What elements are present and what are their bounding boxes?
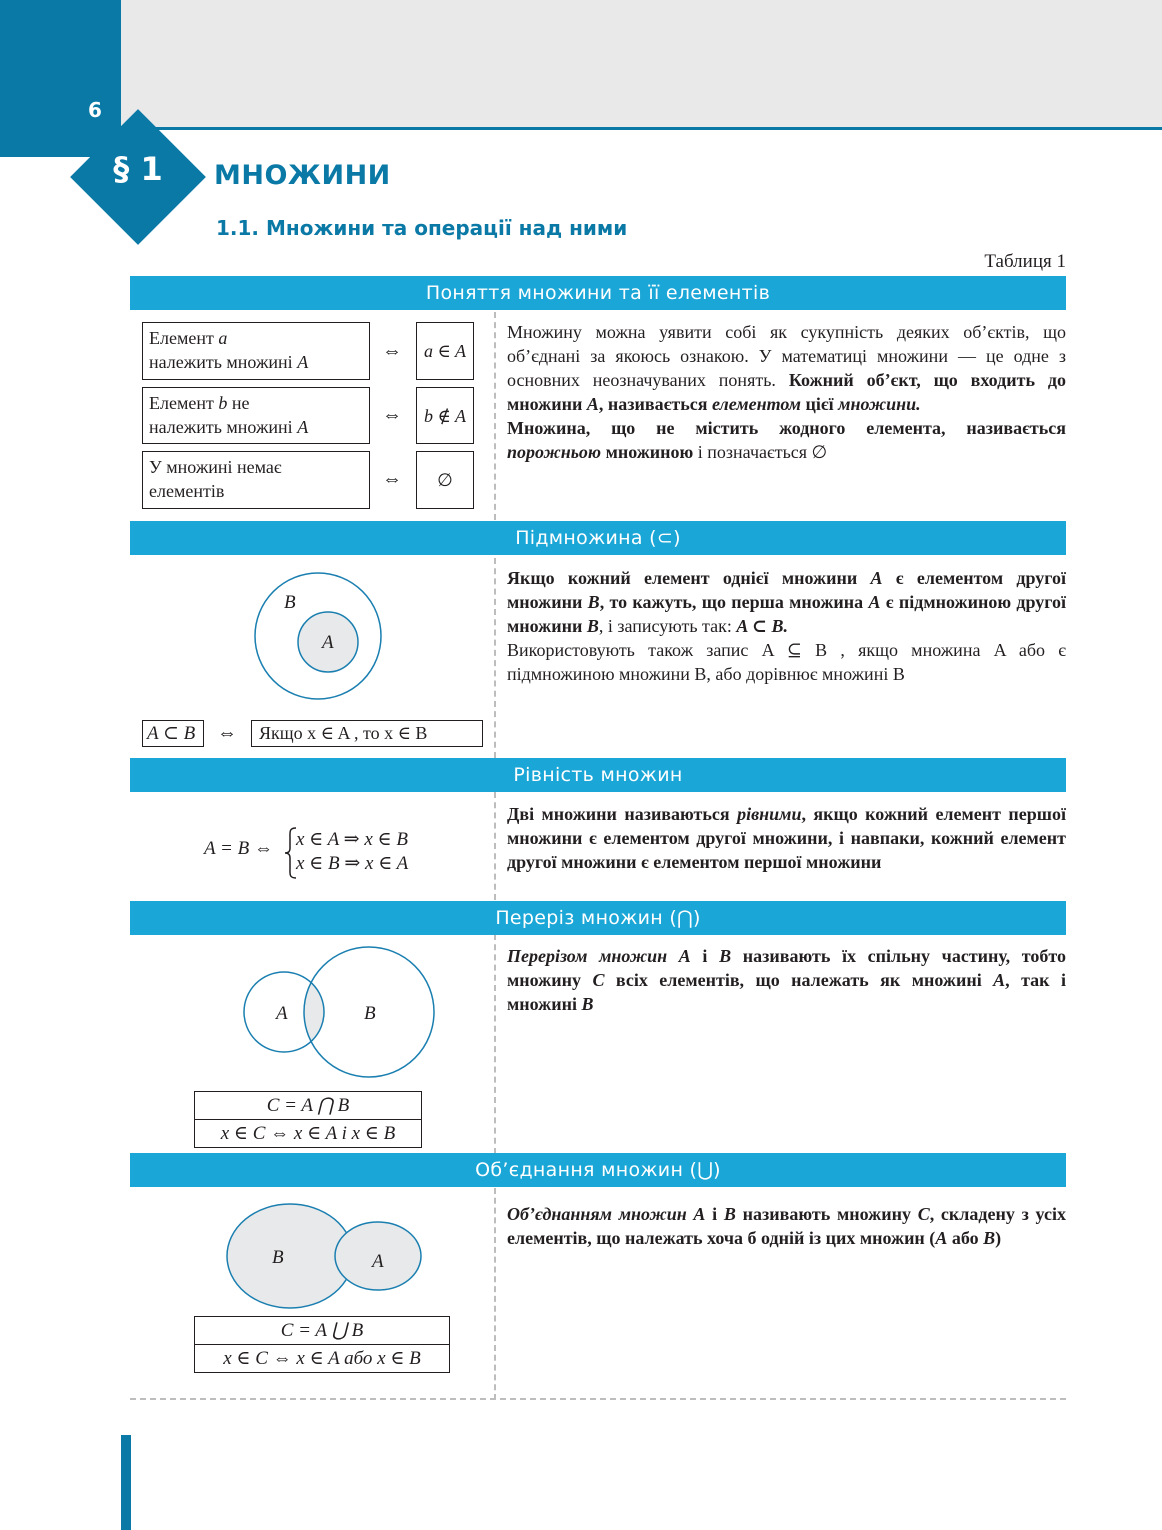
equality-formula-top: x ∈ A ⇒ x ∈ B [296,829,408,850]
equality-header: Рівність множин [130,758,1066,792]
subset-diagram [240,566,400,706]
union-text: Об’єднанням множин A і B називають множину C, складену з усіх елементів, що належать хоча б одній із цих множин (A або B) [507,1204,1066,1248]
intersection-condition: x ∈ C ⇔ x ∈ A і x ∈ B [195,1119,421,1147]
subset-header: Підмножина (⊂) [130,521,1066,555]
subset-notation: A ⊂ B [142,720,204,747]
chapter-title: МНОЖИНИ [214,160,391,191]
section-subtitle: 1.1. Множини та операції над ними [216,216,628,240]
text: Елемент [149,328,219,348]
union-condition: x ∈ C ⇔ x ∈ A або x ∈ B [195,1344,449,1372]
set-b-ellipse [227,1204,353,1308]
text: елементів [149,481,225,501]
label-a: A [372,1251,384,1272]
not-member-symbol: b ∉ A [416,387,474,444]
text: належить множині [149,417,298,437]
member-symbol: a ∈ A [416,322,474,380]
text: Елемент [149,393,219,413]
header-rule [121,127,1162,130]
empty-set-symbol: ∅ [416,451,474,509]
intersection-text: Перерізом множин A і B називають їх спільну частину, тобто множину C всіх елементів, що належать як множині A, так і множині B [507,946,1067,1014]
label-b: B [272,1247,284,1268]
concept-row-2-text [142,387,370,444]
column-divider [494,934,496,1154]
table-bottom-border [130,1398,1066,1400]
label-b: B [284,592,296,613]
concept-row-1-text [142,322,370,380]
text: не [227,393,250,413]
label-a: A [276,1003,288,1024]
table-label: Таблиця 1 [984,251,1066,272]
concept-row-3-text [142,451,370,509]
equality-formula-left: A = B ⇔ [204,838,273,859]
subset-p2: Використовують також запис A ⊆ B , якщо множина A або є підмножиною множини B, або дорівнює множині B [507,640,1066,684]
page-number: 6 [88,98,102,122]
equivalence-arrow: ⇔ [382,340,402,362]
text: належить множині [149,352,298,372]
concept-header: Поняття множини та її елементів [130,276,1066,310]
section-number: § 1 [113,150,163,188]
equivalence-arrow: ⇔ [382,468,402,490]
var: A [297,352,309,372]
equality-text: Дві множини називаються рівними, якщо кожний елемент першої множини є елементом другої множини, і навпаки, кожний елемент другої множини є елементом першої множини [507,804,1066,872]
var: b [218,393,228,413]
union-header: Об’єднання множин (⋃) [130,1153,1066,1187]
var: A [297,417,309,437]
equivalence-arrow: ⇔ [217,722,237,744]
var: a [218,328,228,348]
label-b: B [364,1003,376,1024]
union-diagram [224,1200,424,1312]
intersection-formula: C = A ⋂ B [266,1095,350,1116]
column-divider [494,1188,496,1400]
equivalence-arrow: ⇔ [382,404,402,426]
column-divider [494,312,496,520]
subset-text: Якщо кожний елемент однієї множини A є елементом другої множини B, то кажуть, що перша множина A є підмножиною другої множини B, і записують так: A ⊂ B. Використовують також запис A ⊆ B , якщо множина A або є підмножиною множини B, або дорівнює множині B [507,568,1067,684]
concept-p1: Множину можна уявити собі як сукупність деяких об’єктів, що об’єднані за якоюсь ознакою. У математиці множини — це одне з основних неозначуваних понять. [507,322,1066,390]
page-tab [0,0,121,157]
union-formula: C = A ⋃ B [280,1320,364,1341]
concept-text: Множину можна уявити собі як сукупність деяких об’єктів, що об’єднані за якоюсь ознакою. У математиці множини — це одне з основних неозначуваних понять. Кожний об’єкт, що входить до множини A, називається елементом цієї множини. Множина, що не містить жодного елемента, називається порожньою множиною і позначається ∅ [507,322,1066,462]
subset-formula: A ⊂ B. [736,616,788,636]
intersection-formula-box [194,1091,422,1148]
column-divider [494,558,496,758]
subset-rule: Якщо x ∈ A , то x ∈ B [251,720,483,747]
union-formula-box [194,1316,450,1373]
page-stripe [121,1435,131,1530]
text: У множині немає [149,457,282,477]
equality-formula-bottom: x ∈ B ⇒ x ∈ A [296,853,409,874]
intersection-diagram [240,944,445,1082]
label-a: A [322,632,334,653]
header-band [0,0,1162,128]
intersection-header: Переріз множин (⋂) [130,901,1066,935]
column-divider [494,792,496,900]
